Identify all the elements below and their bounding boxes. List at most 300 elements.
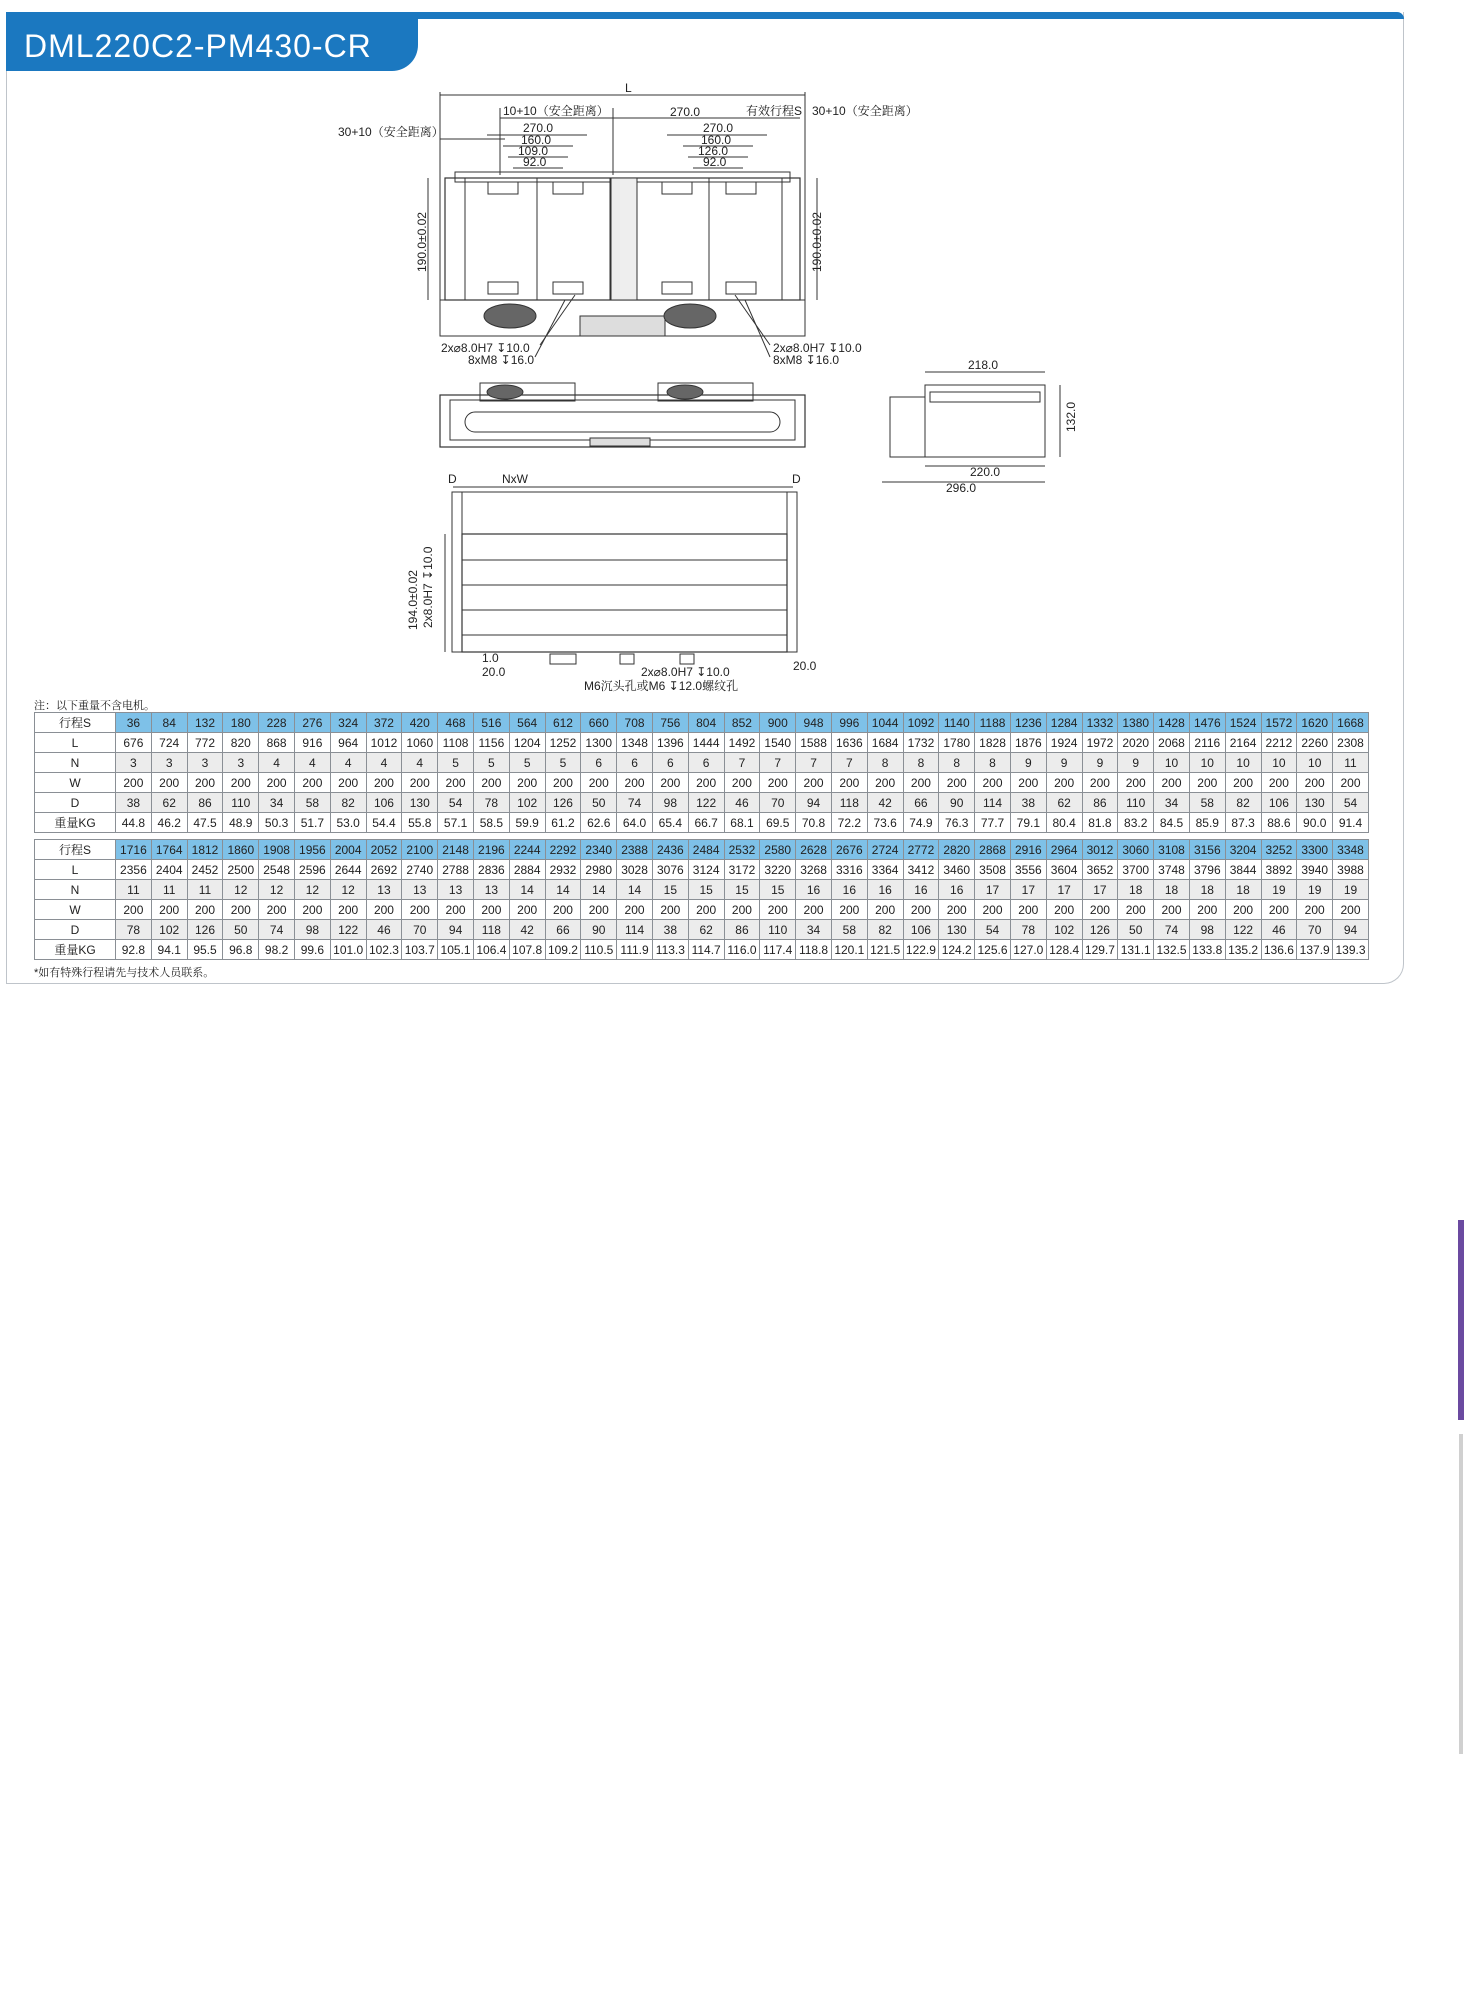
dim-160-left: 160.0	[521, 133, 552, 147]
table-cell: 72.2	[831, 813, 867, 833]
table-cell: 59.9	[509, 813, 545, 833]
table-row	[35, 713, 1369, 733]
table-cell: 2196	[473, 840, 509, 860]
table-cell: 36	[116, 713, 152, 733]
table-cell: 2260	[1297, 733, 1333, 753]
table-cell: 6	[581, 753, 617, 773]
table-cell: 200	[831, 900, 867, 920]
table-cell: 200	[617, 773, 653, 793]
table-cell: 2932	[545, 860, 581, 880]
table-cell: 200	[366, 773, 402, 793]
table-cell: 200	[1333, 900, 1369, 920]
table-cell: 200	[760, 900, 796, 920]
table-cell: 14	[509, 880, 545, 900]
table-cell: 1332	[1082, 713, 1118, 733]
table-cell: 2404	[151, 860, 187, 880]
table-cell: 1636	[831, 733, 867, 753]
table-cell: 74.9	[903, 813, 939, 833]
table-cell: 111.9	[617, 940, 653, 960]
table-cell: 2964	[1046, 840, 1082, 860]
table-cell: 5	[509, 753, 545, 773]
table-cell: 3300	[1297, 840, 1333, 860]
table-cell: 82	[867, 920, 903, 940]
table-cell: 3156	[1189, 840, 1225, 860]
dim-126-right: 126.0	[698, 144, 729, 158]
table-cell: 4	[330, 753, 366, 773]
table-cell: 107.8	[509, 940, 545, 960]
table-cell: 200	[760, 773, 796, 793]
table-cell: 83.2	[1118, 813, 1154, 833]
table-cell: 46	[1261, 920, 1297, 940]
table-cell: 200	[581, 773, 617, 793]
table-cell: 130	[1297, 793, 1333, 813]
table-cell: 3364	[867, 860, 903, 880]
row-header: 重量KG	[35, 813, 116, 833]
table-cell: 16	[867, 880, 903, 900]
table-cell: 12	[259, 880, 295, 900]
table-cell: 200	[509, 773, 545, 793]
table-cell: 8	[939, 753, 975, 773]
table-cell: 74	[617, 793, 653, 813]
table-cell: 1908	[259, 840, 295, 860]
table-cell: 1876	[1010, 733, 1046, 753]
table-cell: 129.7	[1082, 940, 1118, 960]
table-cell: 79.1	[1010, 813, 1046, 833]
table-cell: 94	[438, 920, 474, 940]
dim-92-right: 92.0	[703, 155, 727, 169]
table-cell: 9	[1010, 753, 1046, 773]
table-cell: 3076	[652, 860, 688, 880]
table-cell: 58	[294, 793, 330, 813]
table-cell: 200	[1082, 773, 1118, 793]
table-cell: 73.6	[867, 813, 903, 833]
dim-L: L	[625, 81, 632, 95]
table-cell: 3412	[903, 860, 939, 880]
callout-pin-holes-right: 2x⌀8.0H7 ↧10.0	[773, 341, 862, 355]
table-cell: 200	[796, 773, 832, 793]
table-cell: 132	[187, 713, 223, 733]
table-cell: 964	[330, 733, 366, 753]
table-cell: 2788	[438, 860, 474, 880]
table-cell: 69.5	[760, 813, 796, 833]
table-cell: 14	[581, 880, 617, 900]
table-cell: 11	[187, 880, 223, 900]
table-cell: 58	[1189, 793, 1225, 813]
table-cell: 3796	[1189, 860, 1225, 880]
table-cell: 10	[1154, 753, 1190, 773]
table-cell: 38	[1010, 793, 1046, 813]
table-cell: 66	[545, 920, 581, 940]
table-row	[35, 880, 1369, 900]
table-cell: 1956	[294, 840, 330, 860]
table-cell: 101.0	[330, 940, 366, 960]
table-cell: 3252	[1261, 840, 1297, 860]
table-cell: 200	[796, 900, 832, 920]
table-cell: 70	[760, 793, 796, 813]
table-cell: 76.3	[939, 813, 975, 833]
table-cell: 3316	[831, 860, 867, 880]
spec-table-1	[34, 712, 1369, 833]
table-cell: 1348	[617, 733, 653, 753]
table-row	[35, 840, 1369, 860]
table-cell: 276	[294, 713, 330, 733]
table-cell: 1236	[1010, 713, 1046, 733]
table-cell: 110	[1118, 793, 1154, 813]
table-cell: 86	[1082, 793, 1118, 813]
table-cell: 3748	[1154, 860, 1190, 880]
table-cell: 84	[151, 713, 187, 733]
table-cell: 2884	[509, 860, 545, 880]
table-row	[35, 753, 1369, 773]
dim-safety-left-top: 10+10（安全距离）	[503, 104, 609, 118]
table-cell: 2740	[402, 860, 438, 880]
table-cell: 128.4	[1046, 940, 1082, 960]
table-cell: 2212	[1261, 733, 1297, 753]
table-cell: 200	[151, 773, 187, 793]
table-cell: 2100	[402, 840, 438, 860]
table-cell: 2004	[330, 840, 366, 860]
table-cell: 78	[116, 920, 152, 940]
table-cell: 2868	[975, 840, 1011, 860]
spec-table-2	[34, 839, 1369, 960]
table-cell: 74	[259, 920, 295, 940]
table-cell: 110	[760, 920, 796, 940]
dim-height-190-right: 190.0±0.02	[810, 212, 824, 272]
table-cell: 1860	[223, 840, 259, 860]
table-cell: 200	[1154, 773, 1190, 793]
table-cell: 200	[473, 900, 509, 920]
table-cell: 62.6	[581, 813, 617, 833]
table-cell: 10	[1189, 753, 1225, 773]
table-cell: 131.1	[1118, 940, 1154, 960]
table-cell: 200	[1261, 900, 1297, 920]
table-cell: 46	[366, 920, 402, 940]
table-cell: 117.4	[760, 940, 796, 960]
table-cell: 18	[1154, 880, 1190, 900]
table-cell: 5	[545, 753, 581, 773]
table-cell: 121.5	[867, 940, 903, 960]
table-cell: 1476	[1189, 713, 1225, 733]
table-cell: 3844	[1225, 860, 1261, 880]
table-cell: 1588	[796, 733, 832, 753]
table-cell: 852	[724, 713, 760, 733]
table-cell: 12	[223, 880, 259, 900]
table-row	[35, 920, 1369, 940]
table-cell: 88.6	[1261, 813, 1297, 833]
table-cell: 1428	[1154, 713, 1190, 733]
callout-pin-bottom: 2x⌀8.0H7 ↧10.0	[641, 665, 730, 679]
table-cell: 19	[1261, 880, 1297, 900]
table-cell: 133.8	[1189, 940, 1225, 960]
dim-270-top: 270.0	[670, 105, 701, 119]
table-cell: 90	[581, 920, 617, 940]
table-cell: 228	[259, 713, 295, 733]
table-cell: 9	[1082, 753, 1118, 773]
table-row	[35, 860, 1369, 880]
table-cell: 200	[473, 773, 509, 793]
table-cell: 85.9	[1189, 813, 1225, 833]
table-cell: 180	[223, 713, 259, 733]
table-cell: 51.7	[294, 813, 330, 833]
table-cell: 54	[1333, 793, 1369, 813]
table-cell: 15	[760, 880, 796, 900]
table-cell: 66	[903, 793, 939, 813]
callout-thread-left: 8xM8 ↧16.0	[468, 353, 535, 367]
callout-pin-holes-left: 2x⌀8.0H7 ↧10.0	[441, 341, 530, 355]
table-cell: 2068	[1154, 733, 1190, 753]
table-cell: 137.9	[1297, 940, 1333, 960]
technical-drawing	[0, 0, 1464, 700]
table-cell: 3604	[1046, 860, 1082, 880]
table-cell: 126	[1082, 920, 1118, 940]
table-cell: 3012	[1082, 840, 1118, 860]
table-cell: 200	[1297, 900, 1333, 920]
table-cell: 120.1	[831, 940, 867, 960]
table-cell: 66.7	[688, 813, 724, 833]
table-cell: 95.5	[187, 940, 223, 960]
table-cell: 99.6	[294, 940, 330, 960]
table-cell: 1668	[1333, 713, 1369, 733]
table-cell: 2308	[1333, 733, 1369, 753]
table-cell: 200	[903, 773, 939, 793]
table-cell: 8	[867, 753, 903, 773]
table-cell: 200	[438, 900, 474, 920]
table-cell: 8	[903, 753, 939, 773]
table-cell: 10	[1297, 753, 1333, 773]
table-cell: 1380	[1118, 713, 1154, 733]
table-cell: 2676	[831, 840, 867, 860]
dim-height-194: 194.0±0.02	[406, 570, 420, 630]
table-cell: 13	[438, 880, 474, 900]
dim-92-left: 92.0	[523, 155, 547, 169]
table-cell: 106	[1261, 793, 1297, 813]
dim-pin-side: 2x8.0H7 ↧10.0	[421, 546, 435, 628]
dim-20-left: 20.0	[482, 665, 506, 679]
table-cell: 70	[402, 920, 438, 940]
table-cell: 2292	[545, 840, 581, 860]
table-cell: 110	[223, 793, 259, 813]
table-cell: 114	[975, 793, 1011, 813]
table-cell: 1188	[975, 713, 1011, 733]
table-cell: 98.2	[259, 940, 295, 960]
table-cell: 1524	[1225, 713, 1261, 733]
table-cell: 118	[473, 920, 509, 940]
table-cell: 200	[581, 900, 617, 920]
table-cell: 2500	[223, 860, 259, 880]
table-cell: 3892	[1261, 860, 1297, 880]
table-cell: 2244	[509, 840, 545, 860]
table-cell: 102	[509, 793, 545, 813]
table-cell: 3508	[975, 860, 1011, 880]
table-cell: 2692	[366, 860, 402, 880]
dim-132: 132.0	[1064, 401, 1078, 432]
table-cell: 116.0	[724, 940, 760, 960]
table-cell: 19	[1333, 880, 1369, 900]
table-cell: 42	[509, 920, 545, 940]
table-cell: 105.1	[438, 940, 474, 960]
table-cell: 130	[939, 920, 975, 940]
table-cell: 200	[939, 900, 975, 920]
table-cell: 200	[1118, 773, 1154, 793]
table-cell: 70	[1297, 920, 1333, 940]
table-cell: 200	[652, 900, 688, 920]
table-cell: 139.3	[1333, 940, 1369, 960]
table-cell: 372	[366, 713, 402, 733]
table-cell: 12	[294, 880, 330, 900]
table-cell: 200	[1189, 900, 1225, 920]
table-cell: 7	[760, 753, 796, 773]
table-cell: 916	[294, 733, 330, 753]
table-cell: 200	[151, 900, 187, 920]
table-cell: 58	[831, 920, 867, 940]
table-cell: 772	[187, 733, 223, 753]
callout-thread-right: 8xM8 ↧16.0	[773, 353, 840, 367]
table-cell: 4	[259, 753, 295, 773]
table-cell: 17	[975, 880, 1011, 900]
table-cell: 200	[223, 773, 259, 793]
table-cell: 18	[1225, 880, 1261, 900]
dim-270-right: 270.0	[703, 121, 734, 135]
table-cell: 98	[1189, 920, 1225, 940]
table-cell: 46.2	[151, 813, 187, 833]
table-cell: 15	[688, 880, 724, 900]
table-cell: 3124	[688, 860, 724, 880]
table-cell: 86	[187, 793, 223, 813]
table-cell: 106.4	[473, 940, 509, 960]
dim-1: 1.0	[482, 651, 499, 665]
table-cell: 200	[1225, 900, 1261, 920]
dim-height-190-left: 190.0±0.02	[415, 212, 429, 272]
table-cell: 118.8	[796, 940, 832, 960]
table-cell: 15	[652, 880, 688, 900]
table-cell: 1716	[116, 840, 152, 860]
table-cell: 38	[116, 793, 152, 813]
row-header: N	[35, 880, 116, 900]
table-cell: 46	[724, 793, 760, 813]
table-row	[35, 793, 1369, 813]
table-cell: 3460	[939, 860, 975, 880]
table-cell: 2644	[330, 860, 366, 880]
table-cell: 3060	[1118, 840, 1154, 860]
table-cell: 6	[688, 753, 724, 773]
table-cell: 1108	[438, 733, 474, 753]
table-cell: 200	[294, 900, 330, 920]
table-cell: 3108	[1154, 840, 1190, 860]
table-cell: 87.3	[1225, 813, 1261, 833]
table-cell: 200	[545, 900, 581, 920]
table-cell: 200	[831, 773, 867, 793]
table-cell: 61.2	[545, 813, 581, 833]
table-cell: 13	[366, 880, 402, 900]
dim-270-left: 270.0	[523, 121, 554, 135]
dim-218: 218.0	[968, 358, 999, 372]
table-cell: 2916	[1010, 840, 1046, 860]
table-cell: 62	[688, 920, 724, 940]
dim-safety-left: 30+10（安全距离）	[338, 125, 444, 139]
table-cell: 200	[688, 900, 724, 920]
row-header: D	[35, 793, 116, 813]
table-cell: 78	[473, 793, 509, 813]
table-cell: 47.5	[187, 813, 223, 833]
table-cell: 130	[402, 793, 438, 813]
table-cell: 55.8	[402, 813, 438, 833]
table-cell: 468	[438, 713, 474, 733]
table-cell: 200	[939, 773, 975, 793]
table-row	[35, 940, 1369, 960]
table-cell: 54.4	[366, 813, 402, 833]
table-cell: 96.8	[223, 940, 259, 960]
weight-note: 注：以下重量不含电机。	[34, 700, 155, 712]
table-cell: 3652	[1082, 860, 1118, 880]
table-cell: 1012	[366, 733, 402, 753]
table-cell: 200	[1333, 773, 1369, 793]
table-cell: 54	[975, 920, 1011, 940]
table-cell: 200	[1261, 773, 1297, 793]
table-cell: 4	[294, 753, 330, 773]
table-cell: 200	[545, 773, 581, 793]
table-cell: 102	[151, 920, 187, 940]
table-cell: 900	[760, 713, 796, 733]
table-cell: 124.2	[939, 940, 975, 960]
table-cell: 3268	[796, 860, 832, 880]
table-cell: 2436	[652, 840, 688, 860]
table-cell: 1252	[545, 733, 581, 753]
table-cell: 2596	[294, 860, 330, 880]
table-cell: 122	[688, 793, 724, 813]
table-cell: 136.6	[1261, 940, 1297, 960]
table-cell: 81.8	[1082, 813, 1118, 833]
table-cell: 106	[366, 793, 402, 813]
table-cell: 2724	[867, 840, 903, 860]
table-cell: 3	[151, 753, 187, 773]
table-row	[35, 813, 1369, 833]
table-cell: 7	[724, 753, 760, 773]
table-cell: 200	[402, 773, 438, 793]
table-cell: 16	[796, 880, 832, 900]
table-cell: 80.4	[1046, 813, 1082, 833]
row-header: 行程S	[35, 713, 116, 733]
table-cell: 200	[259, 900, 295, 920]
table-cell: 6	[652, 753, 688, 773]
row-header: W	[35, 773, 116, 793]
table-cell: 18	[1118, 880, 1154, 900]
side-tab-active[interactable]	[1458, 1220, 1464, 1420]
table-cell: 94.1	[151, 940, 187, 960]
dim-stroke-label: 有效行程S	[746, 104, 803, 118]
table-cell: 1972	[1082, 733, 1118, 753]
table-cell: 54	[438, 793, 474, 813]
table-cell: 200	[402, 900, 438, 920]
table-cell: 820	[223, 733, 259, 753]
table-cell: 125.6	[975, 940, 1011, 960]
table-cell: 2628	[796, 840, 832, 860]
base-view	[406, 472, 817, 693]
row-header: D	[35, 920, 116, 940]
table-cell: 2020	[1118, 733, 1154, 753]
table-cell: 1732	[903, 733, 939, 753]
table-cell: 91.4	[1333, 813, 1369, 833]
side-tab[interactable]	[1459, 1434, 1463, 1754]
table-cell: 2452	[187, 860, 223, 880]
table-cell: 14	[617, 880, 653, 900]
table-cell: 114	[617, 920, 653, 940]
table-cell: 103.7	[402, 940, 438, 960]
table-cell: 200	[1225, 773, 1261, 793]
table-cell: 62	[1046, 793, 1082, 813]
special-stroke-footnote: *如有特殊行程请先与技术人员联系。	[34, 967, 215, 979]
table-cell: 1492	[724, 733, 760, 753]
table-cell: 42	[867, 793, 903, 813]
